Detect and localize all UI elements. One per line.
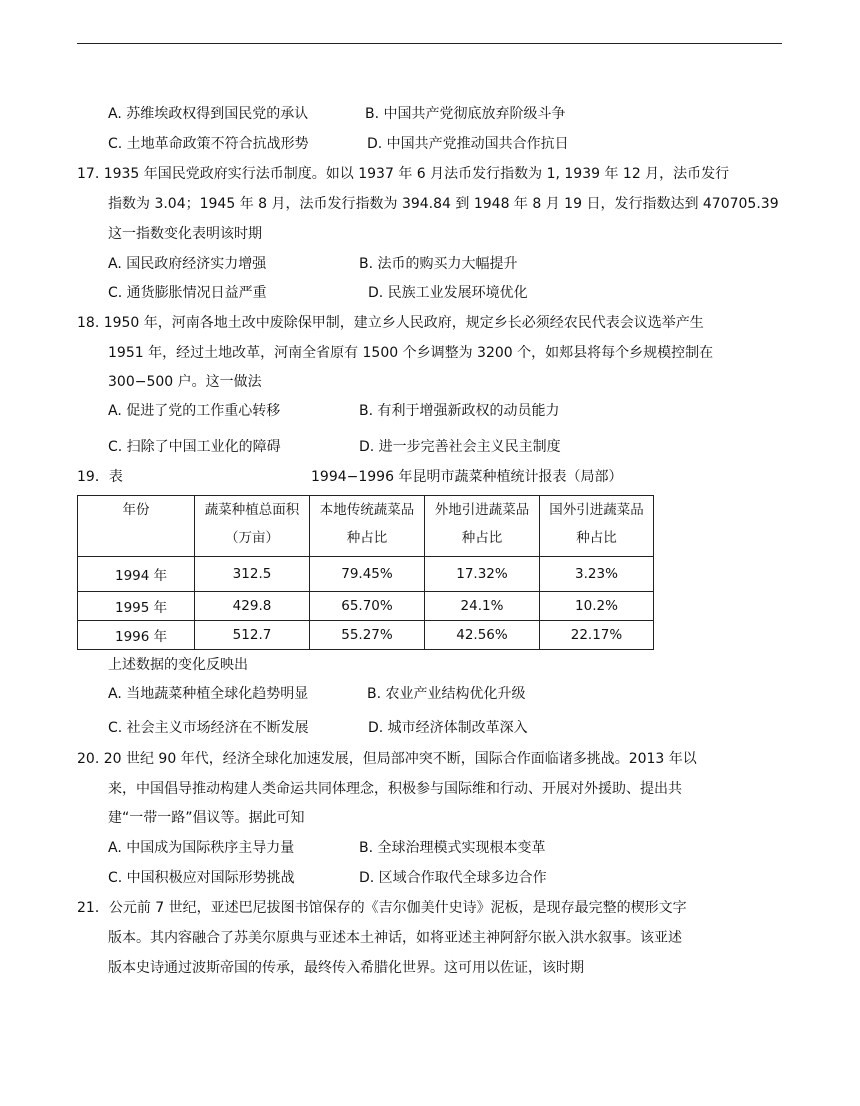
q19-option-c[interactable]: C. 社会主义市场经济在不断发展 [108,720,309,736]
table-cell: 42.56% [425,621,540,650]
q16-option-c[interactable]: C. 土地革命政策不符合抗战形势 [108,136,309,152]
vegetable-statistics-table [77,495,654,650]
table-cell: 79.45% [310,557,425,592]
q19-label: 19．表 [77,469,123,485]
q17-stem-line1: 17. 1935 年国民党政府实行法币制度。如以 1937 年 6 月法币发行指数为 1, 1939 年 12 月，法币发行 [77,166,730,182]
table-row [78,592,654,621]
header-cell-local: 本地传统蔬菜品 种占比 [310,496,425,557]
table-cell: 22.17% [540,621,654,650]
q21-stem-line1: 21．公元前 7 世纪，亚述巴尼拔图书馆保存的《吉尔伽美什史诗》泥板，是现存最完整的楔形文字 [77,900,687,916]
q16-option-a[interactable]: A. 苏维埃政权得到国民党的承认 [108,106,309,122]
q19-option-d[interactable]: D. 城市经济体制改革深入 [368,720,528,736]
q20-stem-line3: 建“一带一路”倡议等。据此可知 [108,810,305,826]
header-rule [77,43,782,44]
q18-option-d[interactable]: D. 进一步完善社会主义民主制度 [359,439,561,455]
q19-option-b[interactable]: B. 农业产业结构优化升级 [367,686,526,702]
header-cell-year: 年份 [78,496,195,557]
table-cell: 55.27% [310,621,425,650]
q18-stem-line3: 300−500 户。这一做法 [108,374,262,390]
q19-stem: 上述数据的变化反映出 [108,657,248,673]
q17-option-c[interactable]: C. 通货膨胀情况日益严重 [108,285,267,301]
table-cell: 1996 年 [78,621,195,650]
q18-stem-line1: 18. 1950 年，河南各地土改中废除保甲制，建立乡人民政府，规定乡长必须经农民代表会议选举产生 [77,315,704,331]
q20-option-b[interactable]: B. 全球治理模式实现根本变革 [359,840,546,856]
table-cell: 312.5 [195,557,310,592]
q17-stem-line2: 指数为 3.04；1945 年 8 月，法币发行指数为 394.84 到 1948 年 8 月 19 日，发行指数达到 470705.39 [108,196,779,212]
table-cell: 24.1% [425,592,540,621]
q18-option-c[interactable]: C. 扫除了中国工业化的障碍 [108,439,281,455]
table-cell: 65.70% [310,592,425,621]
table-row [78,621,654,650]
q20-stem-line1: 20. 20 世纪 90 年代，经济全球化加速发展，但局部冲突不断，国际合作面临诸多挑战。2013 年以 [77,751,697,767]
q20-stem-line2: 来，中国倡导推动构建人类命运共同体理念，积极参与国际维和行动、开展对外援助、提出共 [108,781,682,797]
q17-option-a[interactable]: A. 国民政府经济实力增强 [108,256,267,272]
q17-option-d[interactable]: D. 民族工业发展环境优化 [368,285,528,301]
table-cell: 429.8 [195,592,310,621]
table-cell: 1994 年 [78,557,195,592]
q19-option-a[interactable]: A. 当地蔬菜种植全球化趋势明显 [108,686,309,702]
header-cell-foreign-imported: 国外引进蔬菜品 种占比 [540,496,654,557]
table-cell: 17.32% [425,557,540,592]
table-header-row [78,496,654,557]
q16-option-d[interactable]: D. 中国共产党推动国共合作抗日 [367,136,569,152]
q20-option-d[interactable]: D. 区域合作取代全球多边合作 [359,870,547,886]
header-cell-domestic-imported: 外地引进蔬菜品 种占比 [425,496,540,557]
q21-stem-line3: 版本史诗通过波斯帝国的传承，最终传入希腊化世界。这可用以佐证，该时期 [108,960,584,976]
q21-stem-line2: 版本。其内容融合了苏美尔原典与亚述本土神话，如将亚述主神阿舒尔嵌入洪水叙事。该亚述 [108,930,682,946]
q20-option-c[interactable]: C. 中国积极应对国际形势挑战 [108,870,295,886]
q16-option-b[interactable]: B. 中国共产党彻底放弃阶级斗争 [365,106,566,122]
q20-option-a[interactable]: A. 中国成为国际秩序主导力量 [108,840,295,856]
table-cell: 10.2% [540,592,654,621]
table-cell: 3.23% [540,557,654,592]
table-row [78,557,654,592]
table-cell: 1995 年 [78,592,195,621]
q17-stem-line3: 这一指数变化表明该时期 [108,226,262,242]
q18-option-a[interactable]: A. 促进了党的工作重心转移 [108,403,281,419]
q18-option-b[interactable]: B. 有利于增强新政权的动员能力 [359,403,560,419]
q18-stem-line2: 1951 年，经过土地改革，河南全省原有 1500 个乡调整为 3200 个，如郏县将每个乡规模控制在 [108,345,714,361]
header-cell-total-area: 蔬菜种植总面积 （万亩） [195,496,310,557]
table-caption: 1994−1996 年昆明市蔬菜种植统计报表（局部） [311,469,623,485]
table-cell: 512.7 [195,621,310,650]
q17-option-b[interactable]: B. 法币的购买力大幅提升 [359,256,518,272]
